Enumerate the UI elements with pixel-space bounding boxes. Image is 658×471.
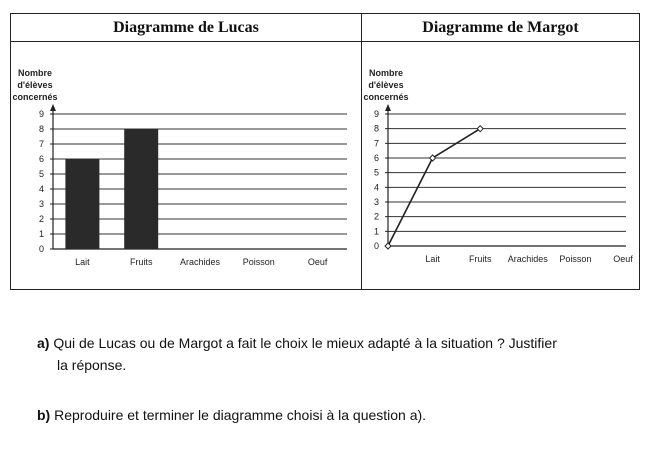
lucas-ytick-label: 6 (38, 154, 44, 164)
lucas-ytick-label: 0 (38, 244, 44, 254)
lucas-xtick-label: Fruits (129, 257, 153, 267)
lucas-ylabel-line: Nombre (17, 68, 53, 78)
margot-ylabel-line: concernés (363, 92, 409, 102)
question-b-text: Reproduire et terminer le diagramme choisi à la question a). (54, 407, 427, 423)
lucas-ytick-label: 2 (38, 214, 44, 224)
lucas-ytick-label: 9 (38, 109, 44, 119)
margot-chart-title: Diagramme de Margot (362, 14, 639, 42)
margot-xtick-label: Lait (425, 254, 440, 264)
lucas-bar (65, 159, 99, 249)
question-b (37, 404, 637, 426)
lucas-bar (124, 129, 158, 249)
lucas-xtick-label: Poisson (242, 257, 275, 267)
lucas-ytick-label: 1 (38, 229, 44, 239)
question-a-text: Qui de Lucas ou de Margot a fait le choix le mieux adapté à la situation ? Justifier (53, 335, 557, 351)
margot-line-chart (362, 42, 639, 291)
lucas-chart-title: Diagramme de Lucas (11, 14, 361, 42)
margot-ytick-label: 4 (373, 182, 379, 193)
margot-ylabel-line: d'élèves (368, 80, 404, 90)
lucas-xtick-label: Arachides (179, 257, 221, 267)
margot-panel (362, 14, 639, 289)
lucas-bar-chart (11, 42, 362, 291)
margot-ytick-label: 7 (373, 138, 379, 149)
lucas-xtick-label: Oeuf (307, 257, 328, 267)
lucas-y-axis-arrow (50, 104, 56, 111)
margot-xtick-label: Oeuf (613, 254, 633, 264)
lucas-ylabel-line: concernés (12, 92, 58, 102)
margot-ytick-label: 1 (373, 226, 379, 237)
margot-ytick-label: 0 (373, 241, 379, 251)
margot-xtick-label: Arachides (507, 254, 548, 264)
margot-point (385, 243, 391, 249)
margot-ytick-label: 8 (373, 123, 379, 134)
charts-frame (10, 13, 640, 290)
questions-block (37, 332, 637, 426)
margot-ylabel-line: Nombre (368, 68, 404, 78)
lucas-ylabel-line: d'élèves (17, 80, 53, 90)
lucas-ytick-label: 8 (38, 124, 44, 134)
question-a (37, 332, 637, 376)
lucas-ytick-label: 3 (38, 199, 44, 209)
lucas-panel (11, 14, 362, 289)
margot-ytick-label: 3 (373, 197, 379, 207)
question-a-text-cont: la réponse. (57, 357, 127, 373)
margot-ytick-label: 6 (373, 153, 379, 163)
question-b-label: b) (37, 407, 51, 423)
margot-xtick-label: Fruits (468, 254, 492, 264)
margot-ytick-label: 9 (373, 109, 379, 119)
lucas-ytick-label: 4 (38, 184, 44, 194)
question-a-label: a) (37, 335, 50, 351)
margot-ytick-label: 5 (373, 167, 379, 178)
margot-y-axis-arrow (385, 104, 391, 111)
lucas-ytick-label: 7 (38, 139, 44, 149)
margot-xtick-label: Poisson (559, 254, 592, 264)
lucas-ytick-label: 5 (38, 169, 44, 179)
margot-ytick-label: 2 (373, 211, 379, 222)
lucas-xtick-label: Lait (75, 257, 90, 267)
